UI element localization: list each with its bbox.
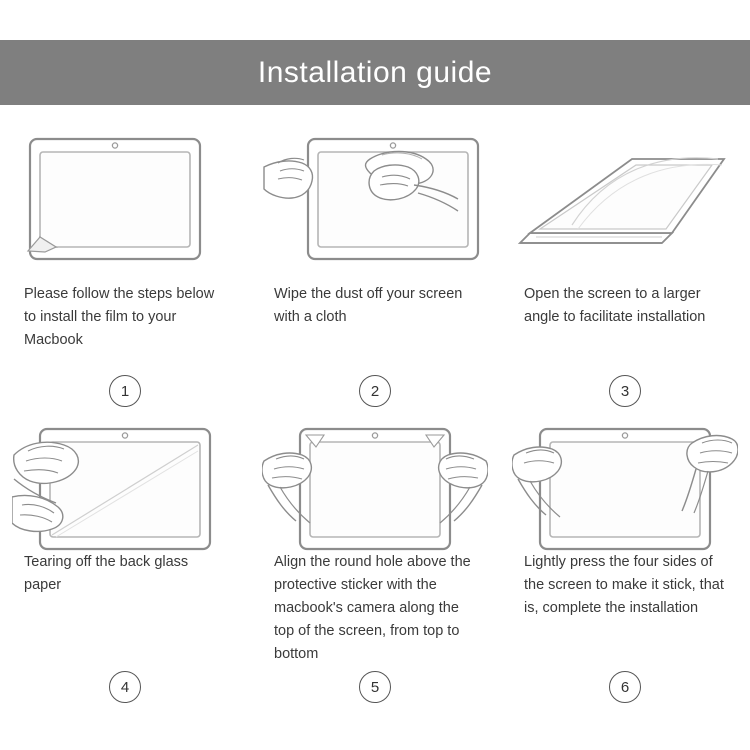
step-1-illustration: [12, 125, 238, 265]
step-6-illustration: [512, 421, 738, 533]
step-4-number-wrap: [12, 671, 238, 711]
step-6-caption: Lightly press the four sides of the screen to make it stick, that is, complete the installation: [524, 554, 724, 616]
step-1-number: 1: [109, 375, 141, 407]
step-2-caption: Wipe the dust off your screen with a cloth: [274, 286, 463, 325]
step-2-number-wrap: [262, 363, 488, 415]
step-3-caption: Open the screen to a larger angle to facilitate installation: [524, 286, 706, 325]
step-2-number: 2: [359, 375, 391, 407]
steps-grid: [0, 125, 750, 711]
step-5-number-wrap: [262, 671, 488, 711]
step-3-illustration: [512, 125, 738, 265]
step-2-illustration: [262, 125, 488, 265]
step-3-number-wrap: [512, 363, 738, 415]
step-4-illustration: [12, 421, 238, 533]
step-1: [0, 125, 250, 415]
step-3-number: 3: [609, 375, 641, 407]
step-2: [250, 125, 500, 415]
step-5-caption: Align the round hole above the protective sticker with the macbook's camera along the top of the screen, from top to bottom: [274, 554, 471, 662]
step-5-number: 5: [359, 671, 391, 703]
step-1-caption: Please follow the steps below to install the film to your Macbook: [24, 286, 215, 348]
step-6-number-wrap: [512, 671, 738, 711]
steps-row-1: [0, 125, 750, 415]
step-5-illustration: [262, 421, 488, 533]
step-6-number: 6: [609, 671, 641, 703]
step-4-caption: Tearing off the back glass paper: [24, 554, 189, 593]
header-banner: [0, 40, 750, 105]
page-title: Installation guide: [257, 55, 493, 89]
step-4-number: 4: [109, 671, 141, 703]
step-4: [0, 421, 250, 711]
step-6: [500, 421, 750, 711]
steps-row-2: [0, 421, 750, 711]
step-5: [250, 421, 500, 711]
step-3: [500, 125, 750, 415]
step-1-number-wrap: [12, 363, 238, 415]
